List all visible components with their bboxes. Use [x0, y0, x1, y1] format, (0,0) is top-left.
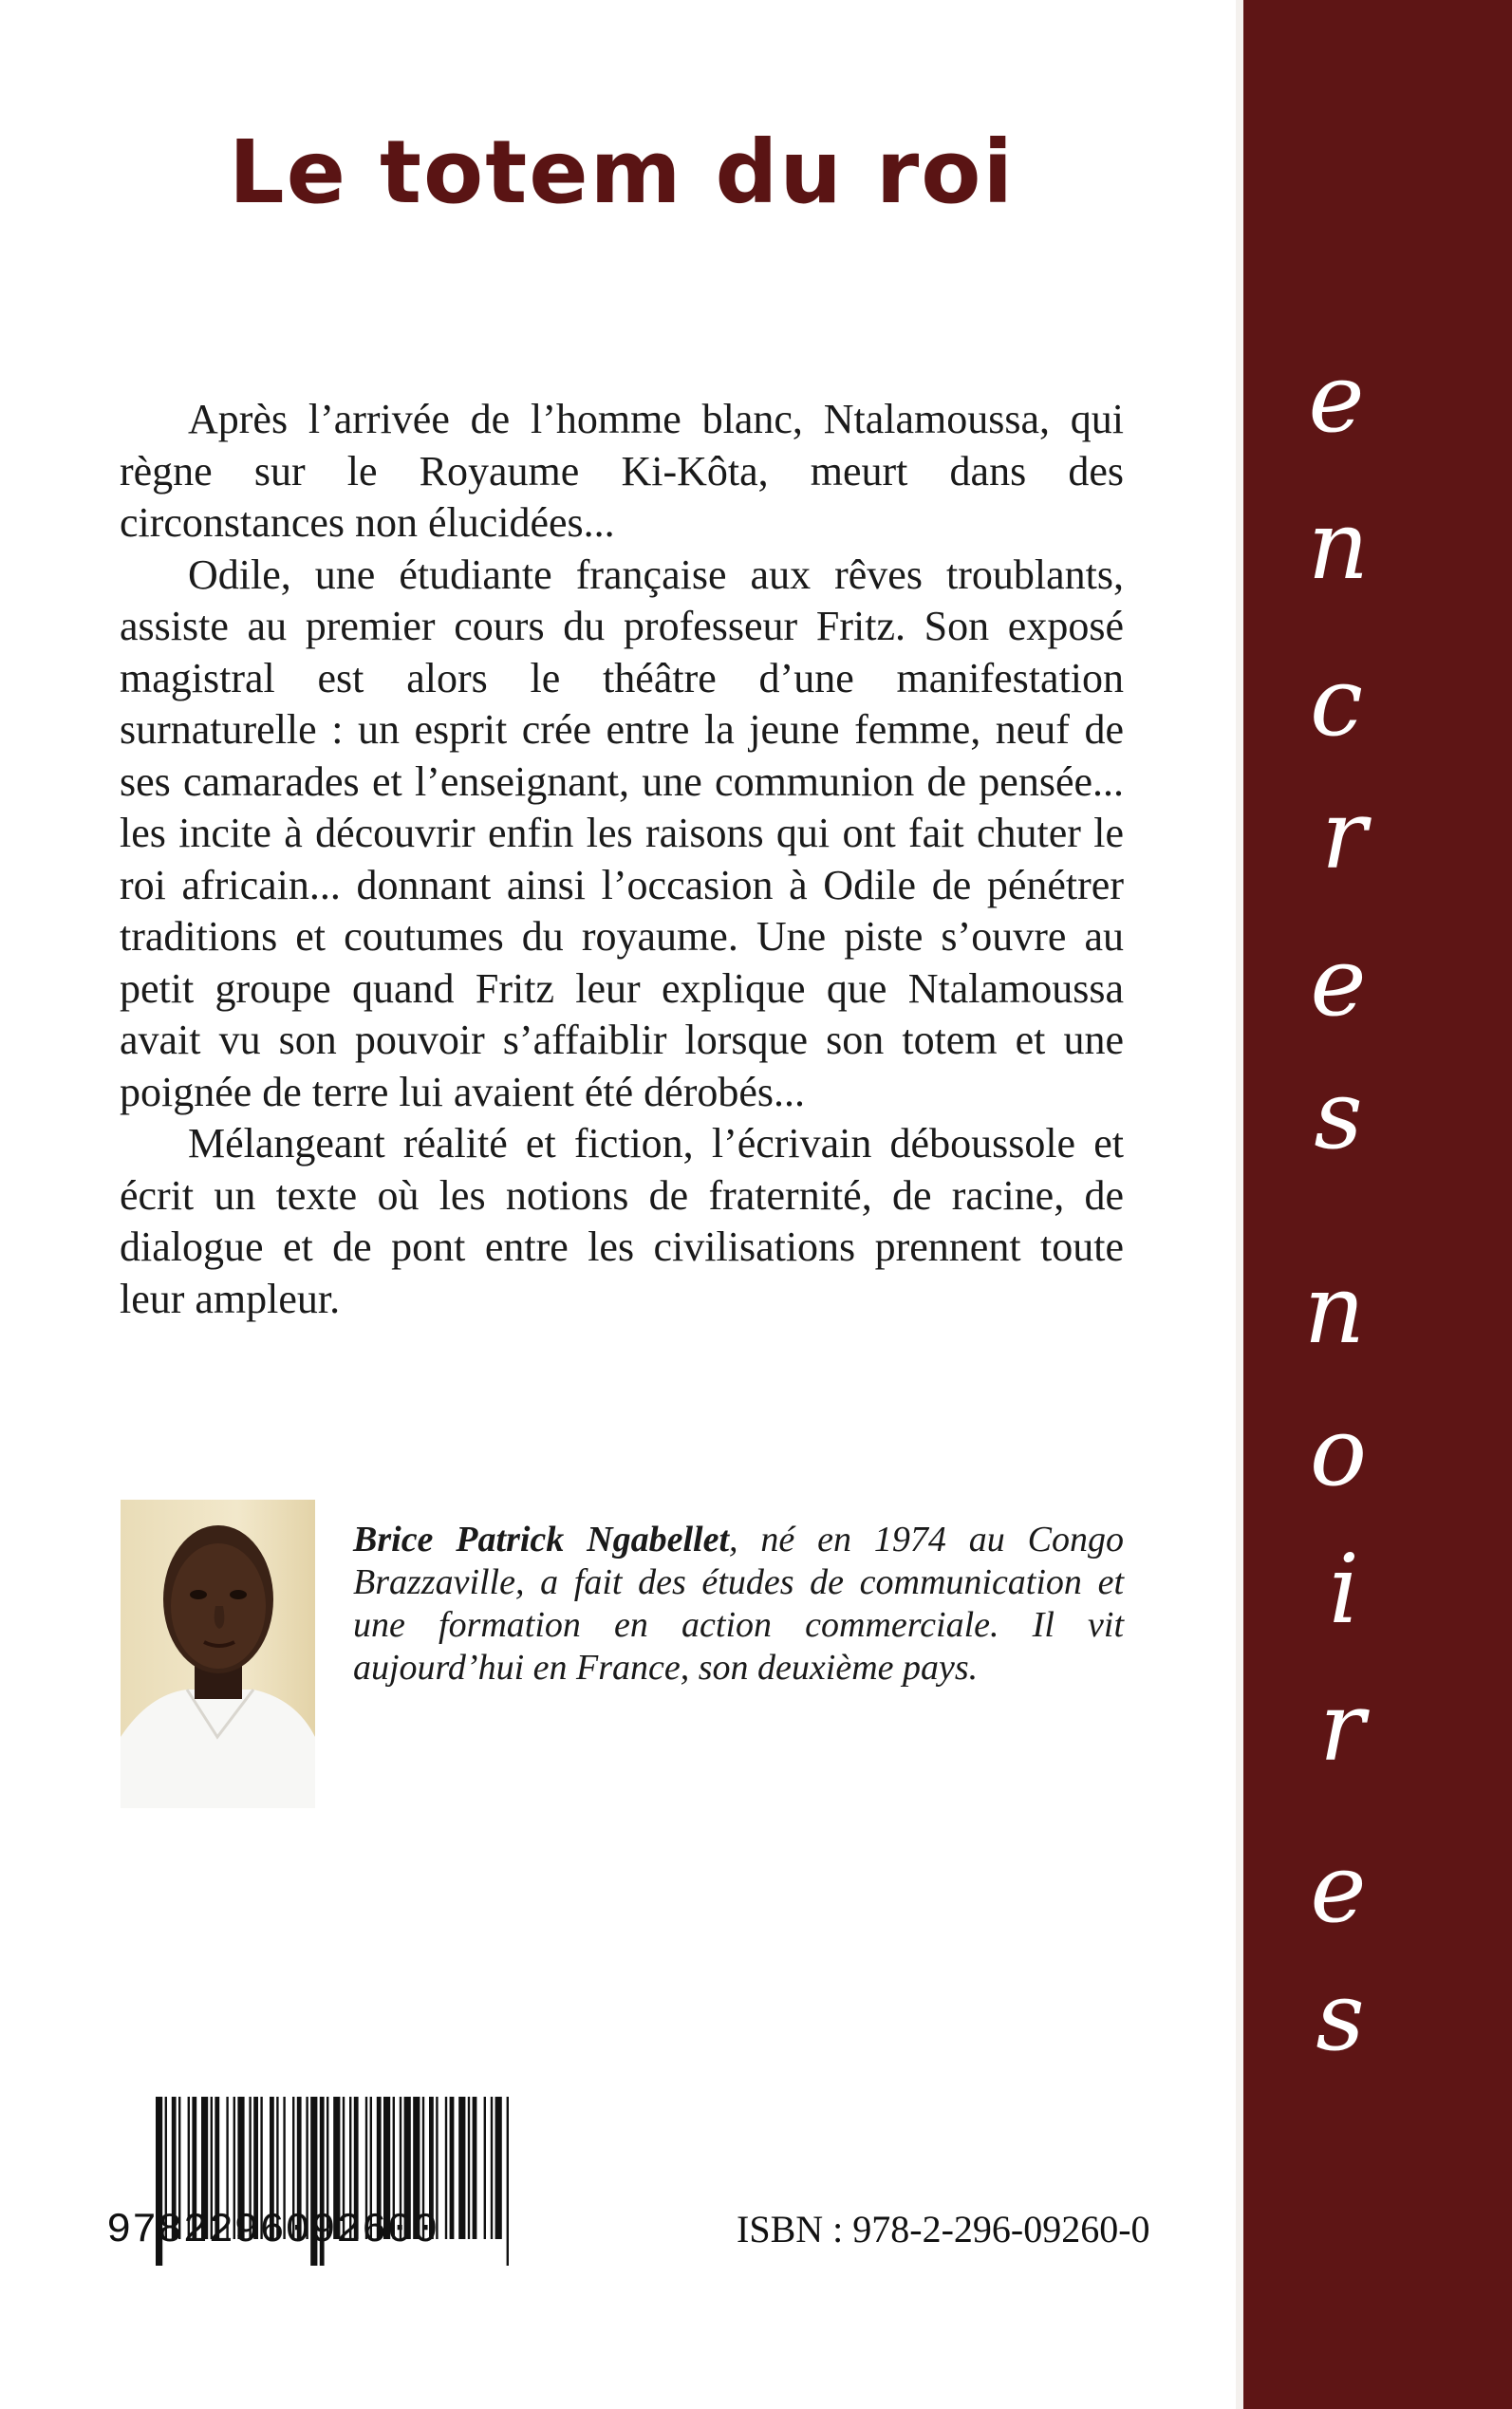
blurb-paragraph-3: Mélangeant réalité et fiction, l’écrivain déboussole et écrit un texte où les notions de fraternité, de racine, de dialogue et de pont entre les civilisations prennent toute leur ampleur. [120, 1120, 1124, 1322]
series-letter: n [1303, 1254, 1366, 1365]
series-letter: s [1316, 1961, 1365, 2072]
series-spine-band [1243, 0, 1512, 2409]
book-title: Le totem du roi [229, 121, 1015, 223]
series-letter: o [1309, 1396, 1368, 1507]
author-photo [121, 1500, 315, 1808]
series-letter: i [1329, 1534, 1359, 1645]
author-bio [353, 1519, 1124, 1690]
back-cover-blurb [120, 394, 1124, 1325]
blurb-paragraph-1: Après l’arrivée de l’homme blanc, Ntalamoussa, qui règne sur le Royaume Ki-Kôta, meurt dans des circonstances non élucidées... [120, 396, 1124, 546]
spine-divider [1236, 0, 1243, 2409]
isbn-label: ISBN : 978-2-296-09260-0 [737, 2208, 1150, 2250]
series-letter: c [1309, 646, 1363, 757]
author-name: Brice Patrick Ngabellet [353, 1520, 730, 1559]
series-letter: e [1310, 926, 1367, 1037]
author-portrait-icon [121, 1500, 315, 1808]
series-letter: e [1310, 1833, 1367, 1944]
barcode-digits: 9782296092600 [106, 2207, 439, 2254]
author-bio-text: , né en 1974 au Congo Brazzaville, a fait des études de communication et une formation en action commerciale. Il vit aujourd’hui en France, son deuxième pays. [353, 1520, 1124, 1688]
series-letter: r [1321, 779, 1367, 890]
blurb-paragraph-2: Odile, une étudiante française aux rêves troublants, assiste au premier cours du professeur Fritz. Son exposé magistral est alors le théâtre d’une manifestation surnaturelle : un esprit crée entre la jeune femme, neuf de ses camarades et l’enseignant, une communion de pensée... les incite à découvrir enfin les raisons qui ont fait chuter le roi africain... donnant ainsi l’occasion à Odile de pénétrer traditions et coutumes du royaume. Une piste s’ouvre au petit groupe quand Fritz leur explique que Ntalamoussa avait vu son pouvoir s’affaiblir lorsque son totem et une poignée de terre lui avaient été dérobés... [120, 551, 1124, 1115]
series-letter: r [1319, 1671, 1365, 1783]
series-letter: n [1307, 490, 1370, 601]
series-letter: e [1308, 343, 1365, 454]
series-letter: s [1314, 1059, 1363, 1170]
